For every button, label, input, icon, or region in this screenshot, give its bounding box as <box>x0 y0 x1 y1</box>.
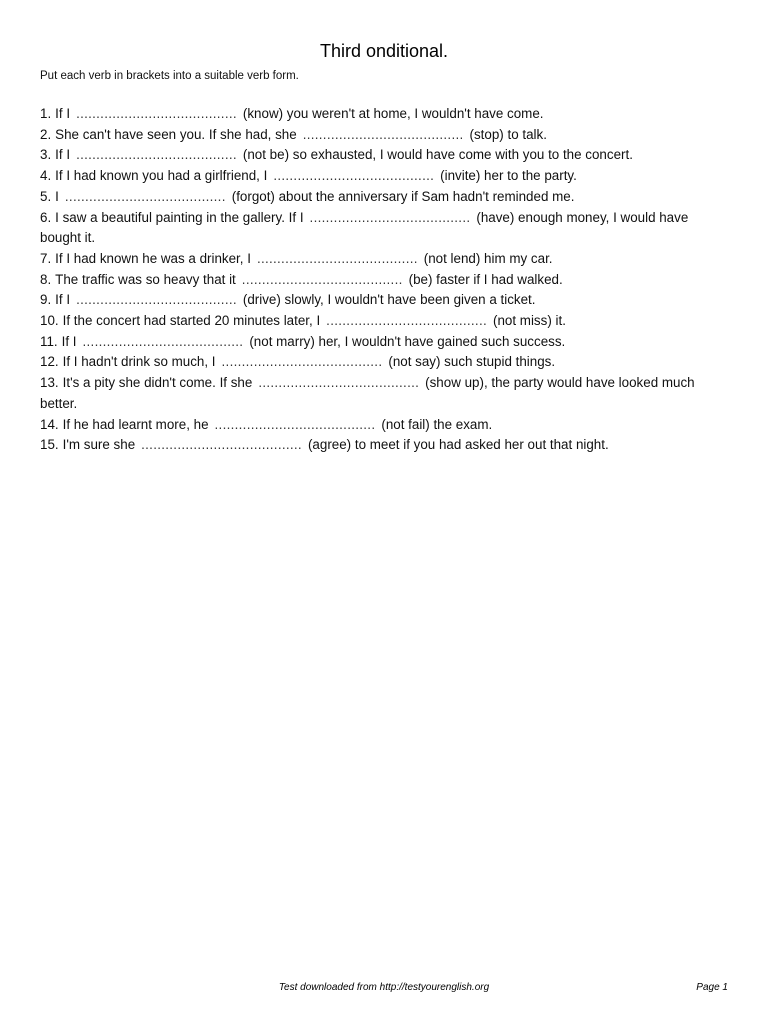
answer-blank: ........................................ <box>221 354 383 370</box>
exercise-text-before: The traffic was so heavy that it <box>55 271 236 287</box>
exercise-number: 2. <box>40 126 52 142</box>
answer-blank: ........................................ <box>309 209 471 225</box>
exercise-text-before: If I <box>55 106 71 121</box>
exercise-item <box>40 208 730 249</box>
exercise-text-after: (not miss) it. <box>493 313 566 329</box>
answer-blank: ........................................ <box>76 106 237 121</box>
answer-blank: ........................................ <box>82 333 244 349</box>
exercise-number: 14. <box>40 416 59 432</box>
exercise-text-after: (show up), the party would have looked much better. <box>40 375 695 411</box>
exercise-text-after: (drive) slowly, I wouldn't have been given a ticket. <box>242 292 536 308</box>
exercise-item <box>40 166 730 187</box>
answer-blank: ........................................ <box>258 375 420 391</box>
answer-blank: ........................................ <box>273 168 435 184</box>
exercise-number: 5. <box>40 188 52 204</box>
exercise-text-after: (stop) to talk. <box>469 126 547 142</box>
exercise-item <box>40 332 730 353</box>
exercise-number: 1. <box>40 106 52 121</box>
exercise-number: 13. <box>40 375 59 391</box>
answer-blank: ........................................ <box>326 313 487 329</box>
exercise-number: 7. <box>40 250 52 266</box>
exercise-text-after: (have) enough money, I would have bought it. <box>40 209 689 246</box>
exercise-text-after: (know) you weren't at home, I wouldn't have come. <box>242 106 544 121</box>
exercise-text-after: (not say) such stupid things. <box>388 354 556 370</box>
exercise-number: 15. <box>40 437 59 453</box>
exercise-text-before: If I had known he was a drinker, I <box>55 250 251 266</box>
answer-blank: ........................................ <box>76 292 237 308</box>
exercise-text-before: If the concert had started 20 minutes later, I <box>62 313 321 329</box>
answer-blank: ........................................ <box>214 416 376 432</box>
exercise-text-before: I <box>55 188 59 204</box>
exercise-text-before: If I <box>61 333 77 349</box>
exercise-text-before: I'm sure she <box>62 437 136 453</box>
answer-blank: ........................................ <box>76 147 237 163</box>
exercise-item <box>40 290 730 311</box>
answer-blank: ........................................ <box>256 250 418 266</box>
exercise-text-before: It's a pity she didn't come. If she <box>62 375 253 391</box>
exercise-item <box>40 435 730 456</box>
instructions: Put each verb in brackets into a suitable verb form. <box>40 70 299 82</box>
exercise-number: 8. <box>40 271 52 287</box>
exercise-item <box>40 270 730 291</box>
exercise-list <box>40 104 730 456</box>
exercise-item <box>40 373 730 414</box>
exercise-text-before: If I <box>55 292 71 308</box>
answer-blank: ........................................ <box>141 437 302 453</box>
exercise-number: 3. <box>40 147 52 163</box>
exercise-text-before: If I hadn't drink so much, I <box>62 354 216 370</box>
exercise-item <box>40 104 730 125</box>
exercise-number: 11. <box>40 333 58 349</box>
exercise-item <box>40 125 730 146</box>
exercise-item <box>40 311 730 332</box>
exercise-text-before: If he had learnt more, he <box>62 416 209 432</box>
exercise-number: 12. <box>40 354 59 370</box>
answer-blank: ........................................ <box>241 271 403 287</box>
answer-blank: ........................................ <box>302 126 464 142</box>
exercise-item <box>40 145 730 166</box>
exercise-text-after: (be) faster if I had walked. <box>408 271 563 287</box>
exercise-text-before: If I had known you had a girlfriend, I <box>55 168 268 184</box>
exercise-text-after: (not lend) him my car. <box>423 250 553 266</box>
exercise-number: 6. <box>40 209 52 225</box>
answer-blank: ........................................ <box>64 188 226 204</box>
exercise-text-after: (not marry) her, I wouldn't have gained such success. <box>249 333 566 349</box>
exercise-number: 10. <box>40 313 59 329</box>
exercise-item <box>40 187 730 208</box>
exercise-number: 4. <box>40 168 52 184</box>
exercise-text-after: (forgot) about the anniversary if Sam hadn't reminded me. <box>231 188 575 204</box>
exercise-item <box>40 415 730 436</box>
exercise-text-after: (invite) her to the party. <box>440 168 577 184</box>
page-title: Third onditional. <box>319 41 449 61</box>
exercise-text-before: I saw a beautiful painting in the gallery. If I <box>55 209 304 225</box>
exercise-text-before: She can't have seen you. If she had, she <box>55 126 297 142</box>
exercise-text-after: (not fail) the exam. <box>381 416 493 432</box>
footer-source: Test downloaded from http://testyourenglish.org <box>278 982 490 993</box>
exercise-number: 9. <box>40 292 52 308</box>
exercise-text-before: If I <box>55 147 71 163</box>
exercise-text-after: (agree) to meet if you had asked her out that night. <box>307 437 609 453</box>
exercise-item <box>40 249 730 270</box>
exercise-text-after: (not be) so exhausted, I would have come with you to the concert. <box>242 147 633 163</box>
page-number: Page 1 <box>696 982 728 993</box>
exercise-item <box>40 352 730 373</box>
